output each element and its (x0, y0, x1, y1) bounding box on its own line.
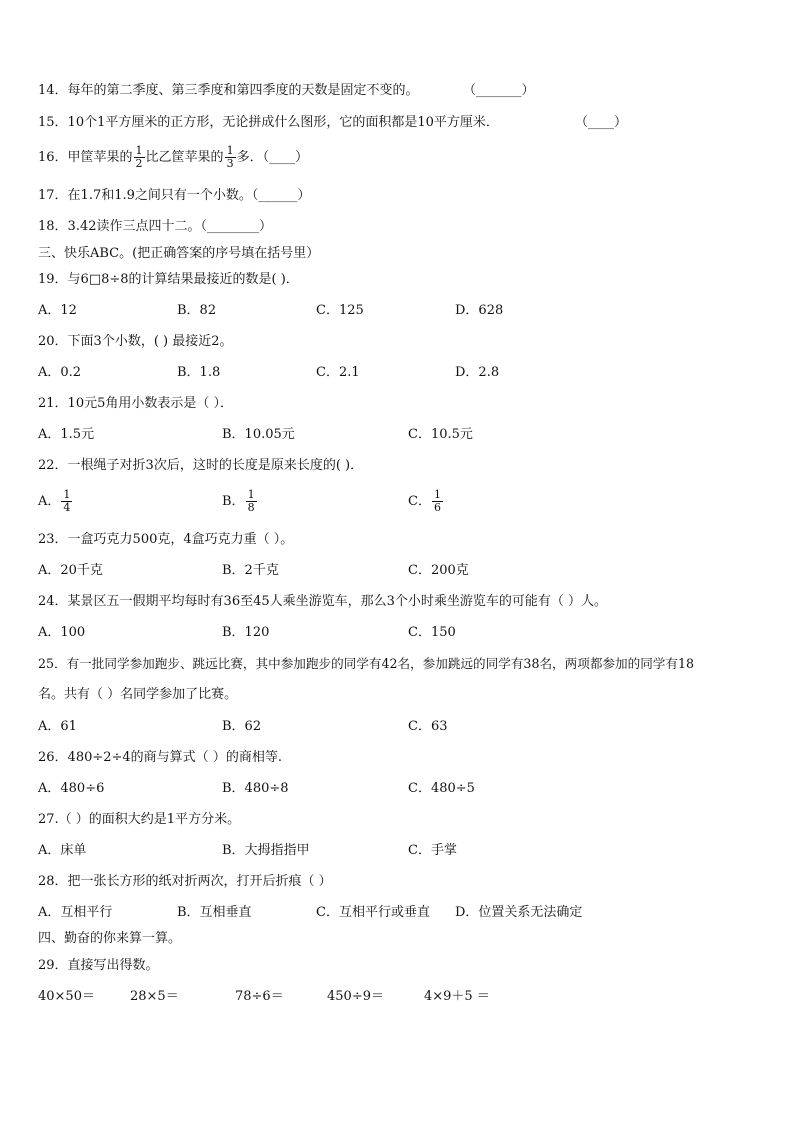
answer-blank[interactable]: （_______） (463, 83, 535, 98)
option-a[interactable]: A．480÷6 (38, 781, 105, 796)
question-14: 14．每年的第二季度、第三季度和第四季度的天数是固定不变的。 （_______） (38, 83, 535, 98)
calc-item: 78÷6＝ (235, 989, 284, 1004)
option-c[interactable]: C．10.5元 (408, 427, 473, 442)
question-24: 24．某景区五一假期平均每时有36至45人乘坐游览车，那么3个小时乘坐游览车的可能有（ ）人。 (38, 594, 608, 609)
option-a[interactable]: A．床单 (38, 843, 87, 858)
question-17: 17．在1.7和1.9之间只有一个小数。（______） (38, 188, 311, 203)
option-b[interactable]: B．大拇指指甲 (222, 843, 310, 858)
fraction: $\frac{1}{8}$ (247, 488, 255, 514)
question-20: 20．下面3个小数，( ) 最接近2。 (38, 334, 233, 349)
option-a[interactable]: A．12 (38, 303, 77, 318)
fraction: $\frac{1}{6}$ (433, 488, 441, 514)
question-16: 16．甲筐苹果的 $\frac{1}{2}$ 比乙筐苹果的 $\frac{1}{3}$ 多．（____） (38, 144, 309, 170)
question-26: 26．480÷2÷4的商与算式（ ）的商相等. (38, 750, 282, 765)
option-a[interactable]: A．100 (38, 625, 86, 640)
option-a[interactable]: A．20千克 (38, 563, 103, 578)
question-25-cont: 名。共有（ ）名同学参加了比赛。 (38, 687, 238, 702)
question-15: 15．10个1平方厘米的正方形，无论拼成什么图形，它的面积都是10平方厘米． （____） (38, 115, 628, 130)
section-heading: 三、快乐ABC。(把正确答案的序号填在括号里） (38, 246, 320, 261)
question-21: 21．10元5角用小数表示是（ ）． (38, 396, 233, 411)
option-a[interactable]: A．0.2 (38, 365, 82, 380)
question-27: 27.（ ）的面积大约是1平方分米。 (38, 812, 241, 827)
option-d[interactable]: D．628 (455, 303, 504, 318)
question-25: 25．有一批同学参加跑步、跳远比赛，其中参加跑步的同学有42名，参加跳远的同学有38名，两项都参加的同学有18 (38, 656, 695, 671)
calc-item: 4×9＋5 ＝ (424, 989, 490, 1004)
answer-blank[interactable]: （____） (575, 115, 628, 130)
option-b[interactable]: B． $\frac{1}{8}$ (222, 488, 255, 514)
calc-item: 40×50＝ (38, 989, 95, 1004)
option-c[interactable]: C．互相平行或垂直 (316, 905, 430, 920)
fraction: $\frac{1}{4}$ (63, 488, 71, 514)
option-c[interactable]: C． $\frac{1}{6}$ (408, 488, 441, 514)
fraction: $\frac{1}{2}$ (135, 144, 143, 170)
question-29: 29．直接写出得数。 (38, 958, 159, 973)
option-c[interactable]: C．200克 (408, 563, 469, 578)
question-18: 18．3.42读作三点四十二。（________） (38, 219, 272, 234)
option-d[interactable]: D．2.8 (455, 365, 500, 380)
option-b[interactable]: B．480÷8 (222, 781, 289, 796)
question-23: 23．一盒巧克力500克，4盒巧克力重（ ）。 (38, 532, 294, 547)
option-d[interactable]: D．位置关系无法确定 (455, 905, 583, 920)
question-19: 19．与6□8÷8的计算结果最接近的数是( )． (38, 272, 299, 287)
calc-item: 450÷9＝ (327, 989, 384, 1004)
section-heading: 四、勤奋的你来算一算。 (38, 931, 182, 946)
option-c[interactable]: C．480÷5 (408, 781, 475, 796)
calc-item: 28×5＝ (130, 989, 179, 1004)
option-c[interactable]: C．150 (408, 625, 456, 640)
option-b[interactable]: B．62 (222, 719, 262, 734)
option-b[interactable]: B．互相垂直 (177, 905, 252, 920)
option-c[interactable]: C．手掌 (408, 843, 457, 858)
option-a[interactable]: A． $\frac{1}{4}$ (38, 488, 71, 514)
option-c[interactable]: C．63 (408, 719, 448, 734)
option-c[interactable]: C．125 (316, 303, 364, 318)
option-c[interactable]: C．2.1 (316, 365, 360, 380)
option-b[interactable]: B．82 (177, 303, 217, 318)
option-b[interactable]: B．120 (222, 625, 270, 640)
option-a[interactable]: A．互相平行 (38, 905, 113, 920)
option-b[interactable]: B．2千克 (222, 563, 279, 578)
question-22: 22．一根绳子对折3次后，这时的长度是原来长度的( )． (38, 458, 364, 473)
option-a[interactable]: A．1.5元 (38, 427, 95, 442)
question-28: 28．把一张长方形的纸对折两次，打开后折痕（ ） (38, 874, 332, 889)
fraction: $\frac{1}{3}$ (226, 144, 234, 170)
option-b[interactable]: B．10.05元 (222, 427, 295, 442)
option-b[interactable]: B．1.8 (177, 365, 221, 380)
option-a[interactable]: A．61 (38, 719, 77, 734)
